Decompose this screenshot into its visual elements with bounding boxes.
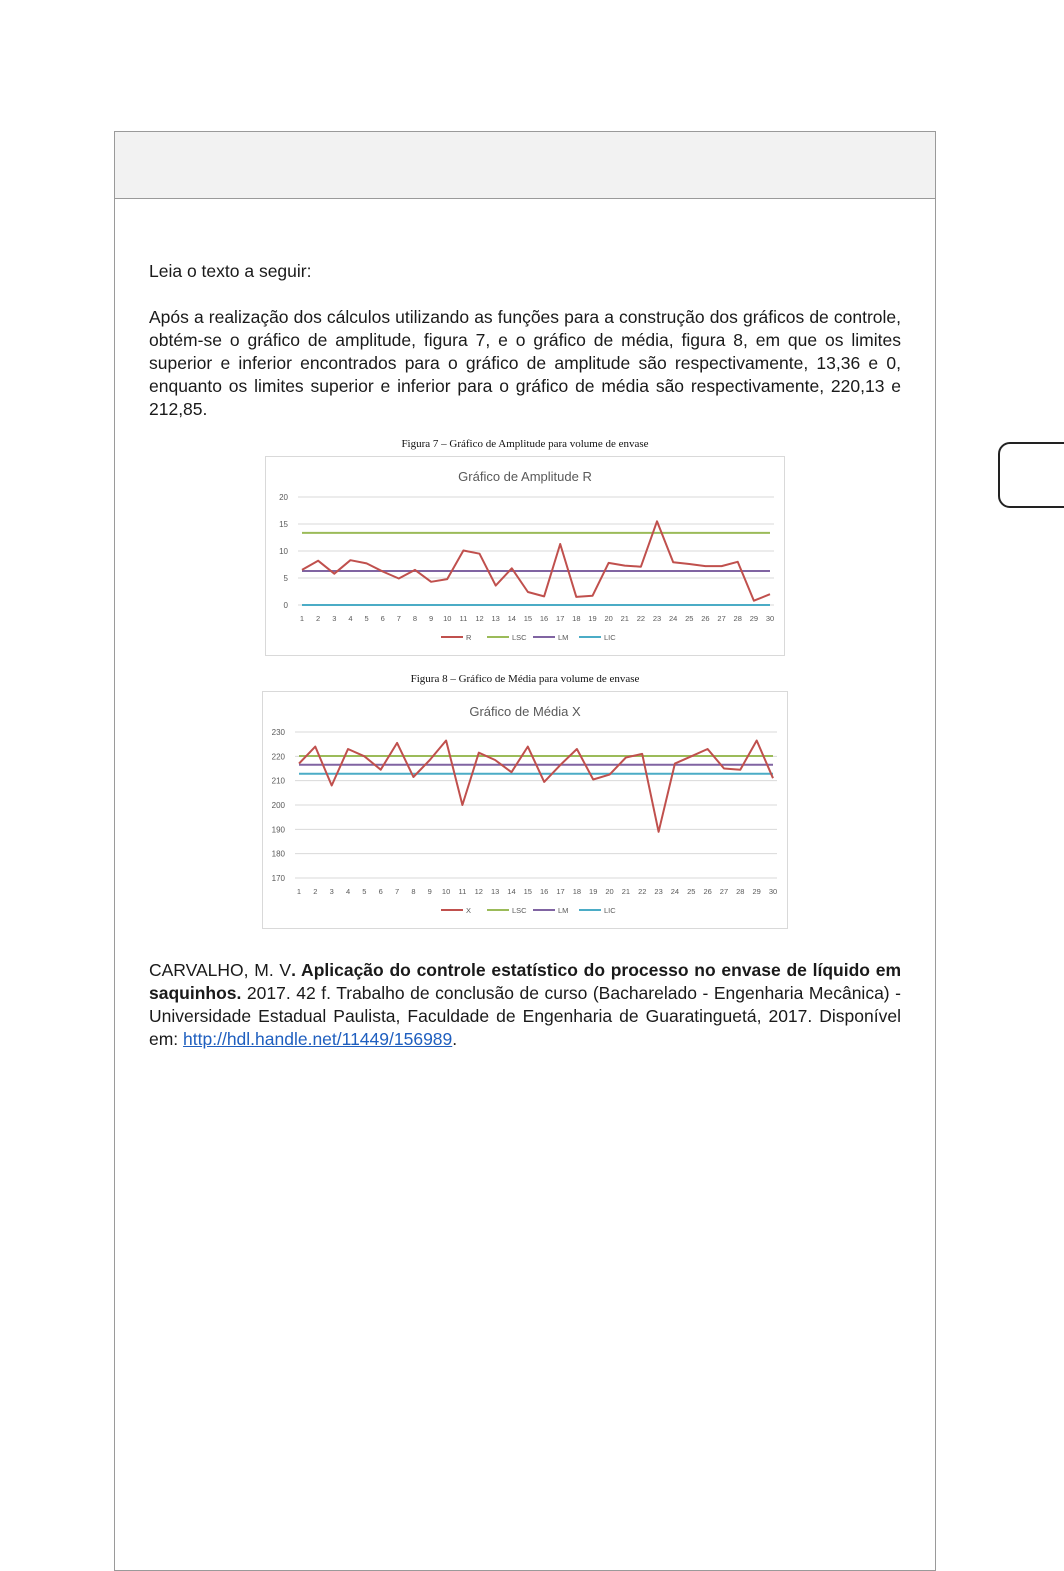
x-tick-label: 16	[540, 887, 549, 896]
x-tick-label: 9	[429, 614, 434, 623]
legend-label: LIC	[604, 906, 616, 915]
y-tick-label: 210	[271, 776, 285, 786]
x-tick-label: 13	[490, 887, 500, 896]
intro-text: Leia o texto a seguir:	[149, 261, 312, 281]
x-tick-label: 12	[475, 614, 484, 623]
x-tick-label: 11	[459, 614, 468, 623]
legend-label: LM	[558, 633, 569, 642]
x-tick-label: 23	[654, 887, 663, 896]
figure-8-caption: Figura 8 – Gráfico de Média para volume de envase	[410, 673, 640, 685]
x-tick-label: 15	[523, 887, 532, 896]
x-tick-label: 7	[396, 614, 401, 623]
figure-8	[149, 672, 901, 929]
x-tick-label: 29	[749, 614, 759, 623]
x-tick-label: 27	[719, 887, 729, 896]
series-line-x	[299, 741, 773, 832]
x-tick-label: 4	[345, 887, 351, 896]
x-tick-label: 5	[362, 887, 367, 896]
x-tick-label: 15	[523, 614, 533, 623]
legend-label: X	[466, 906, 472, 915]
x-tick-label: 26	[703, 887, 712, 896]
x-tick-label: 2	[316, 614, 321, 623]
x-tick-label: 18	[572, 614, 581, 623]
x-tick-label: 20	[604, 614, 613, 623]
x-tick-label: 3	[332, 614, 337, 623]
x-tick-label: 6	[378, 887, 383, 896]
citation-link[interactable]: http://hdl.handle.net/11449/156989	[183, 1029, 453, 1049]
card-header	[115, 132, 935, 199]
x-tick-label: 28	[736, 887, 745, 896]
y-tick-label: 190	[271, 825, 285, 835]
x-tick-label: 17	[556, 887, 565, 896]
amplitude-chart	[265, 456, 785, 656]
x-tick-label: 24	[669, 614, 678, 623]
x-tick-label: 4	[348, 614, 353, 623]
x-tick-label: 1	[299, 614, 305, 623]
x-tick-label: 14	[507, 887, 516, 896]
x-tick-label: 11	[458, 887, 467, 896]
citation-end: .	[452, 1029, 458, 1049]
x-tick-label: 10	[443, 614, 452, 623]
y-tick-label: 15	[279, 520, 288, 529]
x-tick-label: 30	[765, 614, 775, 623]
x-tick-label: 29	[752, 887, 761, 896]
legend-label: LSC	[512, 906, 527, 915]
legend-label: R	[466, 633, 472, 642]
x-tick-label: 24	[670, 887, 680, 896]
y-tick-label: 0	[283, 601, 288, 610]
x-tick-label: 19	[588, 614, 597, 623]
x-tick-label: 1	[296, 887, 302, 896]
x-tick-label: 8	[411, 887, 416, 896]
x-tick-label: 25	[687, 887, 696, 896]
y-tick-label: 230	[271, 728, 285, 737]
x-tick-label: 30	[768, 887, 778, 896]
question-card	[114, 131, 936, 1571]
x-tick-label: 5	[364, 614, 369, 623]
figure-7-caption: Figura 7 – Gráfico de Amplitude para volume de envase	[401, 438, 649, 450]
x-tick-label: 9	[427, 887, 432, 896]
y-tick-label: 200	[271, 801, 285, 810]
legend-label: LSC	[512, 633, 527, 642]
citation-title: . Aplicação do controle estatístico do processo no envase de líquido em saquinhos.	[149, 960, 902, 1003]
x-tick-label: 22	[638, 887, 647, 896]
figure-7	[149, 437, 901, 656]
y-tick-label: 5	[283, 574, 288, 583]
y-tick-label: 20	[279, 493, 288, 502]
x-tick-label: 2	[313, 887, 318, 896]
x-tick-label: 10	[441, 887, 451, 896]
citation	[149, 959, 901, 1051]
x-tick-label: 23	[652, 614, 662, 623]
x-tick-label: 21	[620, 614, 629, 623]
x-tick-label: 22	[636, 614, 646, 623]
x-tick-label: 19	[589, 887, 598, 896]
x-tick-label: 12	[474, 887, 483, 896]
x-tick-label: 17	[556, 614, 565, 623]
body-paragraph: Após a realização dos cálculos utilizando as funções para a construção dos gráficos de controle, obtém-se o gráfico de amplitude, figura 7, e o gráfico de média, figura 8, em que os limites superior e inferior encontrados para o gráfico de amplitude são respectivamente, 13,36 e 0, enquanto os limites superior e inferior para o gráfico de média são respectivamente, 220,13 e 212,85.	[149, 307, 901, 419]
citation-author: CARVALHO, M. V	[149, 960, 292, 980]
question-content	[149, 260, 901, 1051]
citation-details: 2017. 42 f. Trabalho de conclusão de curso (Bacharelado - Engenharia Mecânica) - Universidade Estadual Paulista, Faculdade de Engenharia de Guaratinguetá, 2017. Disponível em:	[149, 983, 901, 1049]
y-tick-label: 10	[279, 547, 288, 556]
y-tick-label: 170	[271, 874, 285, 883]
x-tick-label: 21	[621, 887, 631, 896]
x-tick-label: 16	[539, 614, 549, 623]
legend-label: LIC	[604, 633, 616, 642]
x-tick-label: 14	[507, 614, 516, 623]
chart-title: Gráfico de Média X	[469, 704, 581, 719]
x-tick-label: 6	[380, 614, 385, 623]
x-tick-label: 18	[572, 887, 582, 896]
x-tick-label: 20	[605, 887, 614, 896]
x-tick-label: 25	[685, 614, 694, 623]
chart-title: Gráfico de Amplitude R	[458, 469, 592, 484]
x-tick-label: 8	[412, 614, 418, 623]
x-tick-label: 13	[491, 614, 500, 623]
y-tick-label: 180	[271, 849, 285, 859]
x-tick-label: 27	[717, 614, 726, 623]
mean-chart	[262, 691, 788, 929]
x-tick-label: 3	[329, 887, 334, 896]
x-tick-label: 28	[733, 614, 742, 623]
y-tick-label: 220	[271, 752, 285, 762]
x-tick-label: 7	[394, 887, 400, 896]
x-tick-label: 26	[701, 614, 710, 623]
side-tab[interactable]	[998, 442, 1064, 508]
legend-label: LM	[558, 906, 569, 915]
